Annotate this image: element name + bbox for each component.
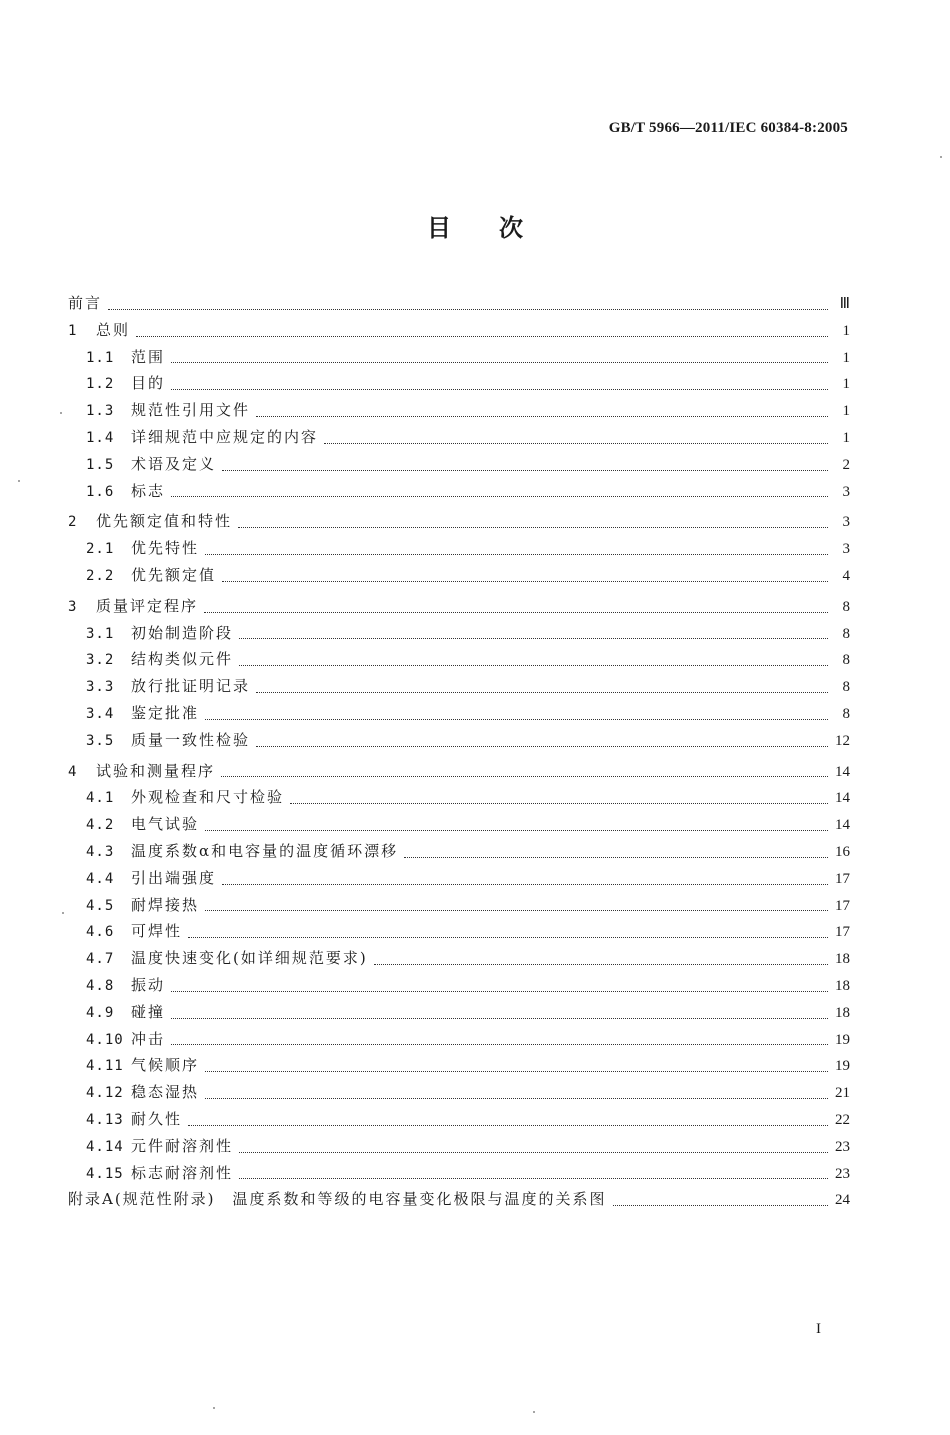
dot-leader [136,336,828,337]
dot-leader [171,1044,828,1045]
dot-leader [171,362,828,363]
toc-item-4-6[interactable] [68,918,850,945]
toc-label: 质量一致性检验 [131,730,251,749]
toc-item-4-5[interactable] [68,892,850,919]
toc-label: 初始制造阶段 [131,623,234,642]
toc-label: 范围 [131,347,166,366]
toc-item-1-5[interactable] [68,451,850,478]
toc-label: 标志耐溶剂性 [131,1163,234,1182]
dot-leader [239,638,828,639]
toc-num: 4.4 [86,870,115,887]
toc-page: 8 [842,652,850,669]
toc-label: 前言 [68,294,103,312]
toc-num: 3.3 [86,679,115,696]
toc-num: 1.5 [86,456,115,473]
dot-leader [239,665,828,666]
toc-num: 3.4 [86,705,115,722]
scan-speck [213,1407,215,1409]
toc-item-4-12[interactable] [68,1079,850,1106]
toc-item-4-10[interactable] [68,1026,850,1053]
toc-item-4-14[interactable] [68,1133,850,1160]
toc-num: 3.2 [86,652,115,669]
toc-page: 23 [835,1165,850,1182]
toc-item-3-1[interactable] [68,620,850,647]
toc-item-3-3[interactable] [68,673,850,700]
toc-page: 8 [842,705,850,722]
dot-leader [239,1178,828,1179]
toc-num: 2.2 [86,567,115,584]
toc-label: 标志 [131,481,166,500]
scan-speck [533,1411,535,1413]
toc-num: 4.6 [86,924,115,941]
toc-num: 4.14 [86,1138,124,1155]
toc-item-4-4[interactable] [68,865,850,892]
toc-label: 可焊性 [131,922,183,941]
toc-page: 4 [842,567,850,584]
toc-num: 4.13 [86,1111,124,1128]
toc-label: 目的 [131,374,166,393]
toc-label: 质量评定程序 [96,596,199,615]
toc-label: 附录A(规范性附录) 温度系数和等级的电容量变化极限与温度的关系图 [68,1190,607,1209]
toc-page: 19 [835,1058,850,1075]
toc-label: 鉴定批准 [131,703,200,722]
toc-item-4-15[interactable] [68,1160,850,1187]
toc-page: 19 [835,1031,850,1048]
toc-num: 4.12 [86,1085,124,1102]
toc-num: 4.1 [86,790,115,807]
toc-label: 温度快速变化(如详细规范要求) [131,949,368,968]
toc-num: 3.1 [86,625,115,642]
toc-page: 8 [842,679,850,696]
dot-leader [205,554,828,555]
toc-page: 1 [842,403,850,420]
dot-leader [205,719,828,720]
toc-item-3-2[interactable] [68,646,850,673]
toc-label: 引出端强度 [131,868,217,887]
toc-item-4-7[interactable] [68,945,850,972]
dot-leader [171,496,828,497]
toc-label: 放行批证明记录 [131,677,251,696]
toc-num: 2 [68,514,78,531]
toc-label: 详细规范中应规定的内容 [131,427,319,446]
dot-leader [171,991,828,992]
scan-speck [60,412,62,414]
toc-item-4-8[interactable] [68,972,850,999]
dot-leader [205,910,828,911]
toc-page: 12 [835,732,850,749]
dot-leader [222,470,828,471]
dot-leader [256,746,828,747]
toc-label: 振动 [131,975,166,994]
toc-item-1-3[interactable] [68,397,850,424]
dot-leader [238,527,828,528]
toc-num: 1.6 [86,483,115,500]
toc-label: 优先额定值 [131,565,217,584]
toc-page: 17 [835,870,850,887]
table-of-contents [68,290,850,1213]
toc-num: 3 [68,598,78,615]
dot-leader [222,884,828,885]
toc-num: 3.5 [86,732,115,749]
scan-speck [18,480,20,482]
toc-page: 3 [842,541,850,558]
dot-leader [188,937,828,938]
toc-num: 4.11 [86,1058,124,1075]
toc-num: 4 [68,763,78,780]
toc-label: 优先额定值和特性 [96,512,233,531]
toc-page: 1 [842,349,850,366]
toc-page: 17 [835,897,850,914]
toc-item-4-11[interactable] [68,1052,850,1079]
toc-page: 23 [835,1138,850,1155]
toc-item-3-5[interactable] [68,727,850,754]
toc-label: 耐久性 [131,1109,183,1128]
toc-label: 规范性引用文件 [131,401,251,420]
toc-page: 21 [835,1085,850,1102]
toc-num: 4.9 [86,1004,115,1021]
dot-leader [205,830,828,831]
dot-leader [205,1071,828,1072]
toc-num: 4.5 [86,897,115,914]
toc-item-4-9[interactable] [68,999,850,1026]
dot-leader [205,1098,828,1099]
toc-item-4-2[interactable] [68,811,850,838]
toc-page: 18 [835,1004,850,1021]
dot-leader [374,964,828,965]
toc-num: 1.2 [86,376,115,393]
toc-item-4-3[interactable] [68,838,850,865]
toc-label: 稳态湿热 [131,1083,200,1102]
toc-label: 外观检查和尺寸检验 [131,788,285,807]
toc-label: 结构类似元件 [131,650,234,669]
dot-leader [171,389,828,390]
toc-page: 14 [835,817,850,834]
toc-page: 8 [842,598,850,615]
toc-label: 冲击 [131,1029,166,1048]
dot-leader [204,612,828,613]
toc-page: 16 [835,843,850,860]
toc-label: 元件耐溶剂性 [131,1136,234,1155]
toc-page: 24 [835,1192,850,1209]
toc-num: 1.3 [86,403,115,420]
toc-page: 3 [842,514,850,531]
dot-leader [221,776,828,777]
toc-section-1[interactable] [68,317,850,344]
toc-item-1-2[interactable] [68,370,850,397]
toc-label: 耐焊接热 [131,895,200,914]
page-title: 目次 [427,214,571,242]
toc-num: 4.8 [86,977,115,994]
toc-label: 碰撞 [131,1002,166,1021]
dot-leader [239,1152,828,1153]
toc-label: 气候顺序 [131,1056,200,1075]
scan-speck [62,912,64,914]
dot-leader [108,309,828,310]
toc-num: 4.15 [86,1165,124,1182]
dot-leader [404,857,828,858]
toc-page: 2 [842,456,850,473]
toc-num: 4.2 [86,817,115,834]
toc-page: 1 [842,429,850,446]
dot-leader [256,692,828,693]
toc-label: 总则 [96,320,131,339]
toc-page: 8 [842,625,850,642]
toc-label: 优先特性 [131,539,200,558]
standard-code: GB/T 5966—2011/IEC 60384-8:2005 [608,120,848,136]
toc-item-1-6[interactable] [68,478,850,505]
toc-item-1-4[interactable] [68,424,850,451]
toc-item-2-1[interactable] [68,535,850,562]
toc-section-4[interactable] [68,758,850,785]
toc-item-4-1[interactable] [68,784,850,811]
toc-label: 电气试验 [131,815,200,834]
toc-section-3[interactable] [68,593,850,620]
toc-page: 17 [835,924,850,941]
toc-num: 4.3 [86,843,115,860]
toc-item-1-1[interactable] [68,344,850,371]
toc-entry-preface[interactable] [68,290,850,317]
toc-section-2[interactable] [68,508,850,535]
toc-page: 18 [835,977,850,994]
toc-item-3-4[interactable] [68,700,850,727]
dot-leader [256,416,828,417]
toc-page: 14 [835,790,850,807]
toc-num: 2.1 [86,541,115,558]
dot-leader [188,1125,828,1126]
toc-page: Ⅲ [839,296,850,312]
toc-item-4-13[interactable] [68,1106,850,1133]
toc-page: 22 [835,1111,850,1128]
toc-label: 温度系数α和电容量的温度循环漂移 [131,841,399,860]
page-number: I [816,1321,821,1337]
toc-entry-appendix-a[interactable] [68,1186,850,1213]
toc-num: 1.4 [86,429,115,446]
scan-speck [940,156,942,158]
toc-item-2-2[interactable] [68,562,850,589]
dot-leader [171,1018,828,1019]
toc-page: 14 [835,763,850,780]
toc-page: 18 [835,951,850,968]
toc-page: 1 [842,376,850,393]
dot-leader [222,581,828,582]
toc-num: 4.7 [86,951,115,968]
dot-leader [324,443,828,444]
toc-num: 1 [68,322,78,339]
toc-num: 4.10 [86,1031,124,1048]
toc-num: 1.1 [86,349,115,366]
toc-label: 试验和测量程序 [96,761,216,780]
dot-leader [290,803,828,804]
dot-leader [613,1205,828,1206]
toc-label: 术语及定义 [131,454,217,473]
toc-page: 1 [842,322,850,339]
toc-page: 3 [842,483,850,500]
